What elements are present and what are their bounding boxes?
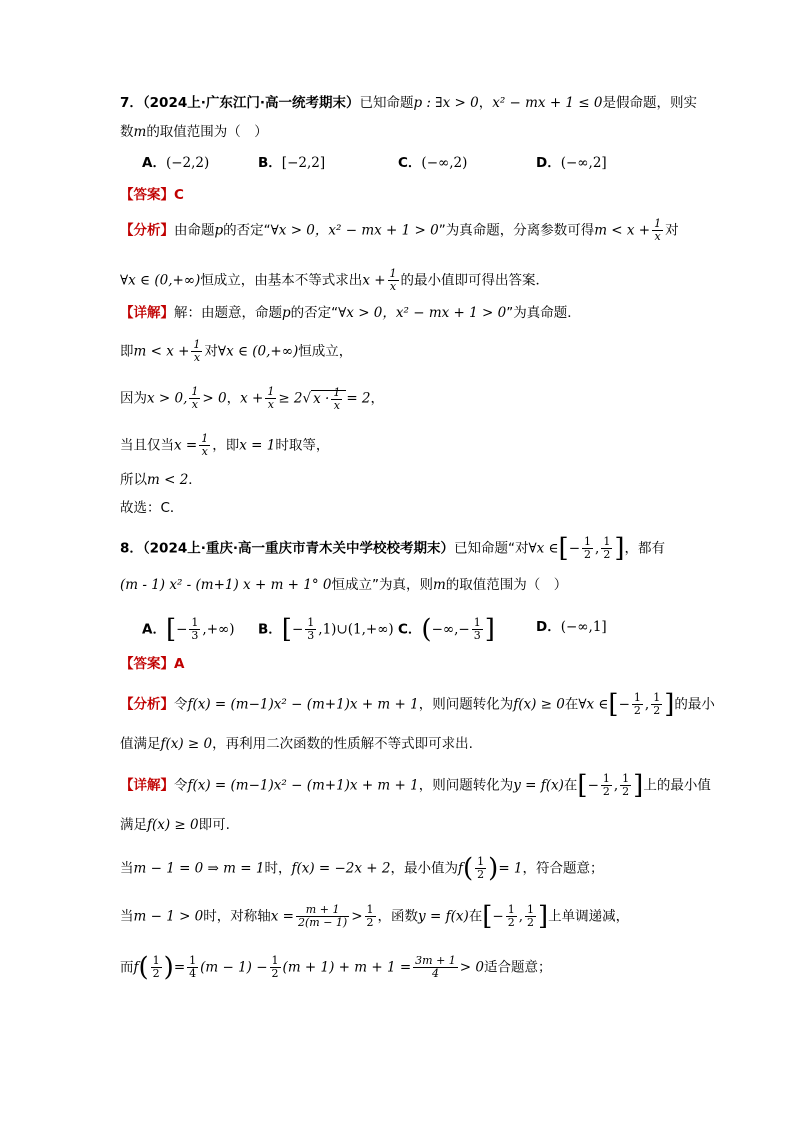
question-source: （2024上·重庆·高一重庆市青木关中学校校考期末） (142, 540, 454, 557)
q8-detail-line4: 当m − 1 > 0时，对称轴x = $\frac{m + 1}{2(m - 1)}$ > $\frac{1}{2}$ ，函数y = f(x)在[− $\frac{1}{2}$ , $\frac{1}{2}$ ]上单调递减， (120, 901, 630, 932)
q7-analysis-line1: 【分析】由命题p的否定“∀x > 0，x² − mx + 1 > 0”为真命题，分离参数可得m < x + $\frac{1}{x}$ 对 (120, 217, 679, 243)
q8-answer: 【答案】A (120, 656, 185, 672)
question-source: （2024上·广东江门·高一统考期末） (142, 95, 360, 111)
q7-stem-line1: 7．（2024上·广东江门·高一统考期末）已知命题p : ∃x > 0，x² − mx + 1 ≤ 0是假命题，则实 (120, 95, 698, 111)
q7-option-d[interactable]: D．(−∞,2] (536, 155, 607, 171)
q7-detail-line4: 当且仅当x = $\frac{1}{x}$ ，即x = 1时取等， (120, 432, 330, 458)
q8-analysis-line1: 【分析】令f(x) = (m−1)x² − (m+1)x + m + 1，则问题转化为f(x) ≥ 0在∀x ∈[− $\frac{1}{2}$ , $\frac{1}{2}$ ]的最小 (120, 689, 715, 720)
q8-analysis-line2: 值满足f(x) ≥ 0，再利用二次函数的性质解不等式即可求出. (120, 736, 473, 752)
q7-stem-line2: 数m的取值范围为（ ） (120, 124, 268, 140)
q8-option-d[interactable]: D．(−∞,1] (536, 619, 607, 635)
q8-stem-line1: 8．（2024上·重庆·高一重庆市青木关中学校校考期末）已知命题“对∀x ∈[− $\frac{1}{2}$ , $\frac{1}{2}$ ]，都有 (120, 533, 665, 564)
q8-detail-line2: 满足f(x) ≥ 0即可. (120, 817, 230, 833)
q7-detail-line1: 【详解】解：由题意，命题p的否定“∀x > 0，x² − mx + 1 > 0”为真命题． (120, 305, 581, 321)
q7-option-a[interactable]: A．(−2,2) (142, 155, 210, 171)
question-number: 8． (120, 540, 143, 557)
q8-option-a[interactable]: A．[− $\frac{1}{3}$ ,+∞) (142, 614, 235, 645)
q8-detail-line1: 【详解】令f(x) = (m−1)x² − (m+1)x + m + 1，则问题转化为y = f(x)在[− $\frac{1}{2}$ , $\frac{1}{2}$ ]上的最小值 (120, 770, 711, 801)
q7-detail-line2: 即m < x + $\frac{1}{x}$ 对∀x ∈ (0,+∞)恒成立， (120, 338, 353, 364)
question-number: 7． (120, 95, 143, 111)
q8-stem-line2: (m - 1) x² - (m+1) x + m + 1° 0恒成立”为真，则m的取值范围为（ ） (120, 577, 568, 593)
q8-detail-line5: 而f( $\frac{1}{2}$ )= $\frac{1}{4}$ (m − 1) − $\frac{1}{2}$ (m + 1) + m + 1 = $\frac{3m + 1}{4}$ > 0适合题意； (120, 952, 552, 983)
q7-analysis-line2: ∀x ∈ (0,+∞)恒成立，由基本不等式求出x + $\frac{1}{x}$ 的最小值即可得出答案． (120, 267, 550, 293)
q7-detail-line5: 所以m < 2． (120, 472, 202, 488)
q7-option-c[interactable]: C．(−∞,2) (398, 155, 468, 171)
q7-detail-line6: 故选：C． (120, 500, 184, 516)
q8-option-c[interactable]: C．(−∞,− $\frac{1}{3}$ ] (398, 614, 495, 645)
q7-option-b[interactable]: B．[−2,2] (258, 155, 326, 171)
q8-option-b[interactable]: B．[− $\frac{1}{3}$ ,1)∪(1,+∞) (258, 614, 394, 645)
q7-detail-line3: 因为x > 0, $\frac{1}{x}$ > 0，x + $\frac{1}{x}$ ≥ 2√ x · $\frac{1}{x}$ = 2， (120, 385, 385, 412)
q8-detail-line3: 当m − 1 = 0 ⇒ m = 1时，f(x) = −2x + 2，最小值为f( $\frac{1}{2}$ )= 1，符合题意； (120, 853, 604, 884)
q7-answer: 【答案】C (120, 187, 184, 203)
